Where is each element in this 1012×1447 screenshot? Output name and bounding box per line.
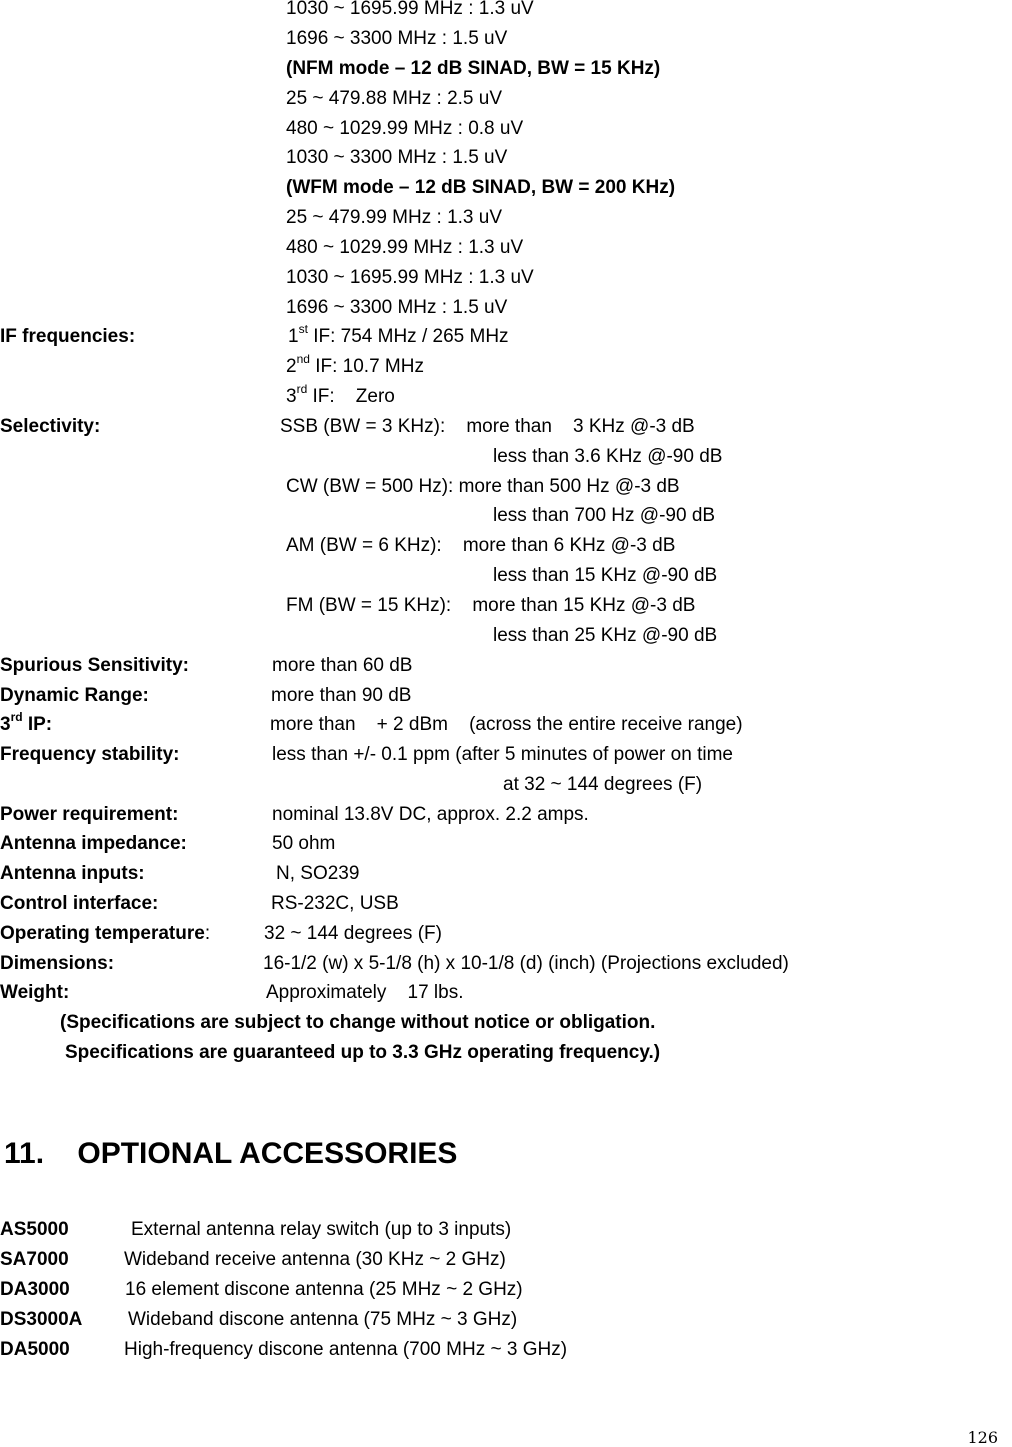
if-frequencies-label: IF frequencies: — [0, 326, 136, 347]
operating-temp-value: 32 ~ 144 degrees (F) — [264, 923, 442, 944]
page-number: 126 — [967, 1428, 998, 1447]
accessory-model: DA3000 — [0, 1279, 70, 1300]
accessory-description: High-frequency discone antenna (700 MHz ~ 3 GHz) — [124, 1339, 568, 1360]
if-second-line: 2nd IF: 10.7 MHz — [286, 351, 424, 377]
third-ip-label: 3rd IP: — [0, 709, 53, 735]
section-heading: 11. OPTIONAL ACCESSORIES — [4, 1137, 458, 1170]
selectivity-am-limit: less than 15 KHz @-90 dB — [493, 565, 718, 586]
if-third-line: 3rd IF: Zero — [286, 381, 395, 407]
spec-note-line2: Specifications are guaranteed up to 3.3 GHz operating frequency.) — [65, 1042, 661, 1063]
sensitivity-line: 1030 ~ 1695.99 MHz : 1.3 uV — [286, 0, 534, 19]
accessory-model: DS3000A — [0, 1309, 83, 1330]
selectivity-am: AM (BW = 6 KHz): more than 6 KHz @-3 dB — [286, 535, 676, 556]
stability-value-cont: at 32 ~ 144 degrees (F) — [503, 774, 703, 795]
dynamic-range-value: more than 90 dB — [271, 685, 412, 706]
accessory-description: 16 element discone antenna (25 MHz ~ 2 GHz) — [125, 1279, 523, 1300]
weight-label: Weight: — [0, 982, 70, 1003]
dimensions-label: Dimensions: — [0, 953, 115, 974]
accessory-model: SA7000 — [0, 1249, 69, 1270]
sensitivity-line: 1030 ~ 3300 MHz : 1.5 uV — [286, 147, 508, 168]
antenna-inputs-label: Antenna inputs: — [0, 863, 145, 884]
spurious-label: Spurious Sensitivity: — [0, 655, 189, 676]
accessory-description: Wideband receive antenna (30 KHz ~ 2 GHz) — [124, 1249, 506, 1270]
weight-value: Approximately 17 lbs. — [266, 982, 464, 1003]
wfm-mode-title: (WFM mode – 12 dB SINAD, BW = 200 KHz) — [286, 177, 676, 198]
spurious-value: more than 60 dB — [272, 655, 413, 676]
operating-temp-label: Operating temperature — [0, 923, 205, 944]
if-first-line: 1st IF: 754 MHz / 265 MHz — [288, 321, 509, 347]
sensitivity-line: 1696 ~ 3300 MHz : 1.5 uV — [286, 297, 508, 318]
selectivity-label: Selectivity: — [0, 416, 101, 437]
power-label: Power requirement: — [0, 804, 179, 825]
selectivity-fm-limit: less than 25 KHz @-90 dB — [493, 625, 718, 646]
selectivity-fm: FM (BW = 15 KHz): more than 15 KHz @-3 dB — [286, 595, 696, 616]
sensitivity-line: 25 ~ 479.88 MHz : 2.5 uV — [286, 88, 502, 109]
control-interface-label: Control interface: — [0, 893, 159, 914]
third-ip-value: more than + 2 dBm (across the entire receive range) — [270, 714, 743, 735]
selectivity-ssb: SSB (BW = 3 KHz): more than 3 KHz @-3 dB — [280, 416, 695, 437]
sensitivity-line: 1030 ~ 1695.99 MHz : 1.3 uV — [286, 267, 534, 288]
sensitivity-line: 1696 ~ 3300 MHz : 1.5 uV — [286, 28, 508, 49]
sensitivity-line: 480 ~ 1029.99 MHz : 0.8 uV — [286, 118, 524, 139]
stability-value: less than +/- 0.1 ppm (after 5 minutes of power on time — [272, 744, 733, 765]
selectivity-cw: CW (BW = 500 Hz): more than 500 Hz @-3 dB — [286, 476, 680, 497]
power-value: nominal 13.8V DC, approx. 2.2 amps. — [272, 804, 589, 825]
antenna-inputs-value: N, SO239 — [276, 863, 360, 884]
impedance-label: Antenna impedance: — [0, 833, 187, 854]
accessory-description: Wideband discone antenna (75 MHz ~ 3 GHz) — [128, 1309, 518, 1330]
control-interface-value: RS-232C, USB — [271, 893, 399, 914]
stability-label: Frequency stability: — [0, 744, 180, 765]
selectivity-ssb-limit: less than 3.6 KHz @-90 dB — [493, 446, 723, 467]
dynamic-range-label: Dynamic Range: — [0, 685, 149, 706]
selectivity-cw-limit: less than 700 Hz @-90 dB — [493, 505, 716, 526]
accessory-description: External antenna relay switch (up to 3 inputs) — [131, 1219, 512, 1240]
nfm-mode-title: (NFM mode – 12 dB SINAD, BW = 15 KHz) — [286, 58, 661, 79]
accessory-model: DA5000 — [0, 1339, 70, 1360]
sensitivity-line: 25 ~ 479.99 MHz : 1.3 uV — [286, 207, 502, 228]
impedance-value: 50 ohm — [272, 833, 336, 854]
accessory-model: AS5000 — [0, 1219, 69, 1240]
dimensions-value: 16-1/2 (w) x 5-1/8 (h) x 10-1/8 (d) (inch) (Projections excluded) — [263, 953, 789, 974]
sensitivity-line: 480 ~ 1029.99 MHz : 1.3 uV — [286, 237, 524, 258]
spec-note-line1: (Specifications are subject to change without notice or obligation. — [60, 1012, 656, 1033]
operating-temp-line: Operating temperature: — [0, 923, 211, 944]
